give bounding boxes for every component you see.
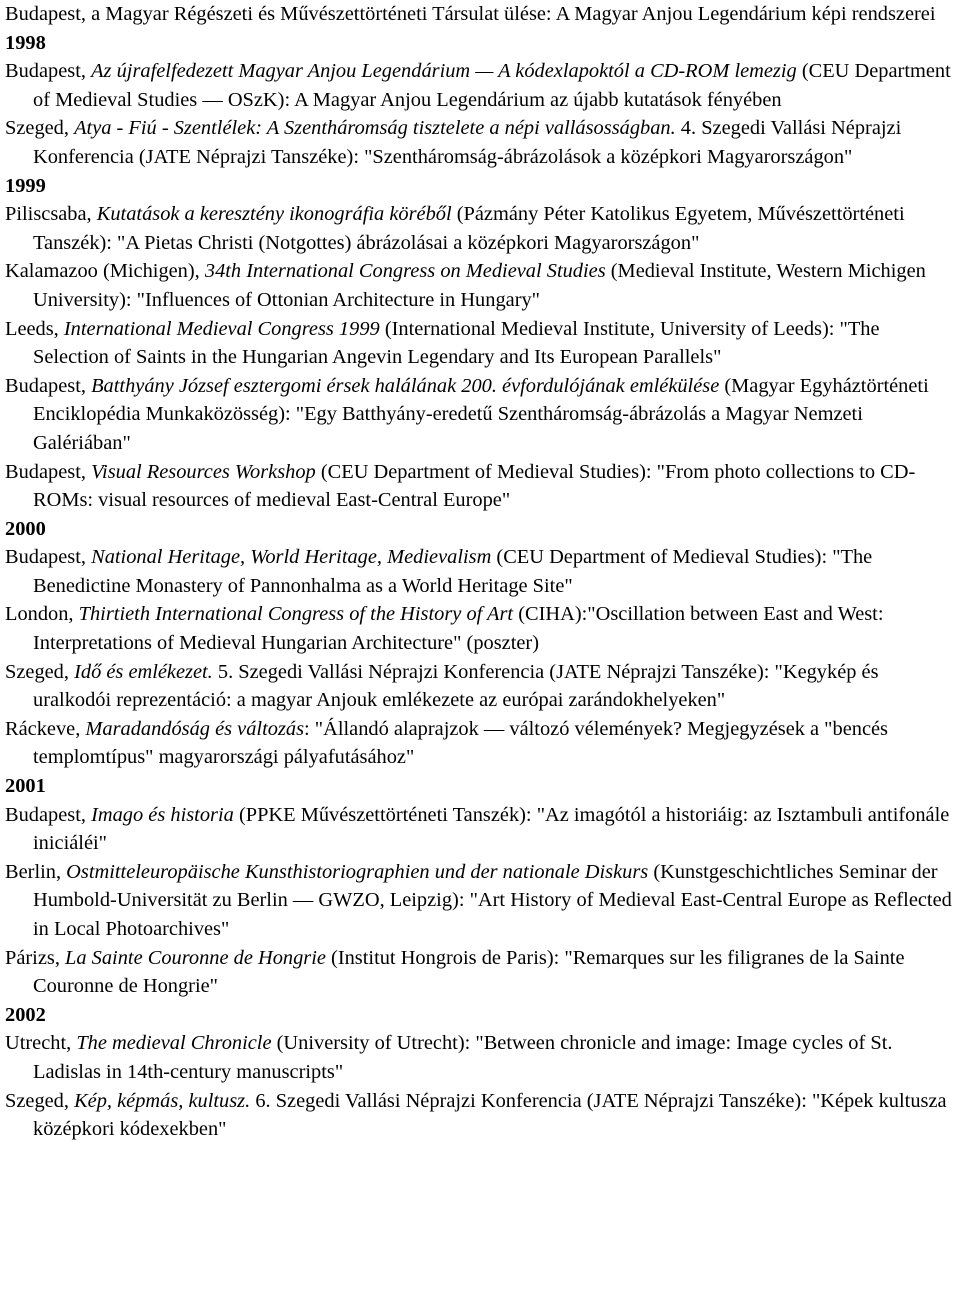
year-heading: 2001 [5, 775, 46, 798]
entry-title: Thirtieth International Congress of the History of Art [78, 603, 514, 626]
entry-text: Berlin, [5, 860, 67, 883]
entry-text: Szeged, [5, 1089, 75, 1112]
conference-entry [5, 372, 956, 458]
entry-text: 5. Szegedi Vallási Néprajzi Konferencia (JATE Néprajzi Tanszéke): "Kegykép és uralkodói reprezentáció: a magyar Anjouk emlékezete az európai zarándokhelyeken" [33, 660, 879, 712]
entry-text: (CEU Department of Medieval Studies — OSzK): A Magyar Anjou Legendárium az újabb kutatások fényében [33, 60, 951, 111]
entry-title: Atya - Fiú - Szentlélek: A Szentháromság tisztelete a népi vallásosságban. [74, 117, 676, 140]
entry-text: (PPKE Művészettörténeti Tanszék): "Az imagótól a historiáig: az Isztambuli antifonále iniciáléi" [33, 803, 950, 855]
entry-text: Budapest, [5, 546, 92, 569]
conference-entry [5, 858, 956, 944]
entry-text: 4. Szegedi Vallási Néprajzi Konferencia (JATE Néprajzi Tanszéke): "Szentháromság-ábrázolások a középkori Magyarországon" [33, 117, 902, 168]
entry-title: Imago és historia [91, 803, 234, 826]
conference-entry [5, 543, 956, 600]
entry-title: International Medieval Congress 1999 [63, 317, 380, 340]
conference-entry [5, 57, 956, 114]
entry-title: Maradandóság és változás [85, 717, 305, 740]
entry-title: National Heritage, World Heritage, Medievalism [91, 546, 492, 569]
entry-title: Visual Resources Workshop [91, 460, 316, 483]
conference-entry [5, 1087, 956, 1144]
entry-text: Szeged, [5, 117, 75, 140]
conference-entry [5, 458, 956, 515]
conference-entry [5, 600, 956, 657]
year-heading: 1998 [5, 31, 46, 54]
entry-text: : "Állandó alaprajzok — változó vélemények? Megjegyzések a "bencés templomtípus" magyarországi pályafutásához" [33, 717, 888, 769]
entry-text: Piliscsaba, [5, 203, 97, 226]
entry-text: (Kunstgeschichtliches Seminar der Humbold-Universität zu Berlin — GWZO, Leipzig): "Art History of Medieval East-Central Europe as Reflected in Local Photoarchives" [33, 860, 952, 940]
conference-entry [5, 114, 956, 171]
entry-text: (International Medieval Institute, University of Leeds): "The Selection of Saints in the Hungarian Angevin Legendary and Its European Parallels" [33, 317, 880, 369]
entry-text: Párizs, [5, 946, 66, 969]
entry-text: (University of Utrecht): "Between chronicle and image: Image cycles of St. Ladislas in 14th-century manuscripts" [33, 1032, 893, 1083]
conference-entry [5, 715, 956, 772]
year-heading: 1999 [5, 174, 46, 197]
entry-title: Batthyány József esztergomi érsek halálának 200. évfordulójának emlékülése [91, 374, 720, 397]
entry-text: (Institut Hongrois de Paris): "Remarques sur les filigranes de la Sainte Couronne de Hongrie" [33, 946, 905, 998]
entry-title: The medieval Chronicle [76, 1032, 272, 1055]
conference-entry [5, 200, 956, 257]
entry-text: Budapest, a Magyar Régészeti és Művészettörténeti Társulat ülése: [5, 3, 556, 25]
conference-entry [5, 0, 956, 29]
entry-text: (CEU Department of Medieval Studies): "The Benedictine Monastery of Pannonhalma as a World Heritage Site" [33, 546, 873, 597]
entry-text: A Magyar Anjou Legendárium képi rendszerei [555, 3, 936, 25]
entry-text: London, [5, 603, 79, 626]
entry-text: Ráckeve, [5, 717, 86, 740]
entry-text: Budapest, [5, 803, 92, 826]
entry-text: Budapest, [5, 60, 92, 83]
conference-entry [5, 658, 956, 715]
entry-text: (Medieval Institute, Western Michigen University): "Influences of Ottonian Architecture in Hungary" [33, 260, 926, 311]
entry-text: 6. Szegedi Vallási Néprajzi Konferencia (JATE Néprajzi Tanszéke): "Képek kultusza középkori kódexekben" [33, 1089, 947, 1141]
entry-text: Budapest, [5, 374, 92, 397]
entry-title: La Sainte Couronne de Hongrie [65, 946, 326, 969]
year-heading: 2002 [5, 1003, 46, 1026]
entry-text: (Pázmány Péter Katolikus Egyetem, Művészettörténeti Tanszék): "A Pietas Christi (Notgottes) ábrázolásai a középkori Magyarországon" [33, 203, 905, 254]
entry-title: Kutatások a keresztény ikonográfia köréből [96, 203, 452, 226]
entry-text: Kalamazoo (Michigen), [5, 260, 205, 283]
conference-entry [5, 944, 956, 1001]
entry-text: Utrecht, [5, 1032, 77, 1055]
conference-entry [5, 315, 956, 372]
entry-title: Az újrafelfedezett Magyar Anjou Legendárium — A kódexlapoktól a CD-ROM lemezig [91, 60, 797, 83]
entry-text: (CEU Department of Medieval Studies): "From photo collections to CD-ROMs: visual resources of medieval East-Central Europe" [33, 460, 916, 512]
conference-entry [5, 801, 956, 858]
entry-text: (CIHA):"Oscillation between East and West: Interpretations of Medieval Hungarian Architecture" (poszter) [33, 603, 884, 655]
entry-text: Szeged, [5, 660, 75, 683]
entry-title: Idő és emlékezet. [74, 660, 213, 683]
conference-entry [5, 257, 956, 314]
entry-title: Ostmitteleuropäische Kunsthistoriographien und der nationale Diskurs [66, 860, 649, 883]
entry-title: Kép, képmás, kultusz. [74, 1089, 251, 1112]
year-heading: 2000 [5, 517, 46, 540]
entry-text: (Magyar Egyháztörténeti Enciklopédia Munkaközösség): "Egy Batthyány-eredetű Szentháromság-ábrázolás a Magyar Nemzeti Galériában" [33, 374, 929, 454]
entry-title: 34th International Congress on Medieval Studies [204, 260, 606, 283]
entry-text: Leeds, [5, 317, 64, 340]
conference-entry [5, 1029, 956, 1086]
entry-text: Budapest, [5, 460, 92, 483]
